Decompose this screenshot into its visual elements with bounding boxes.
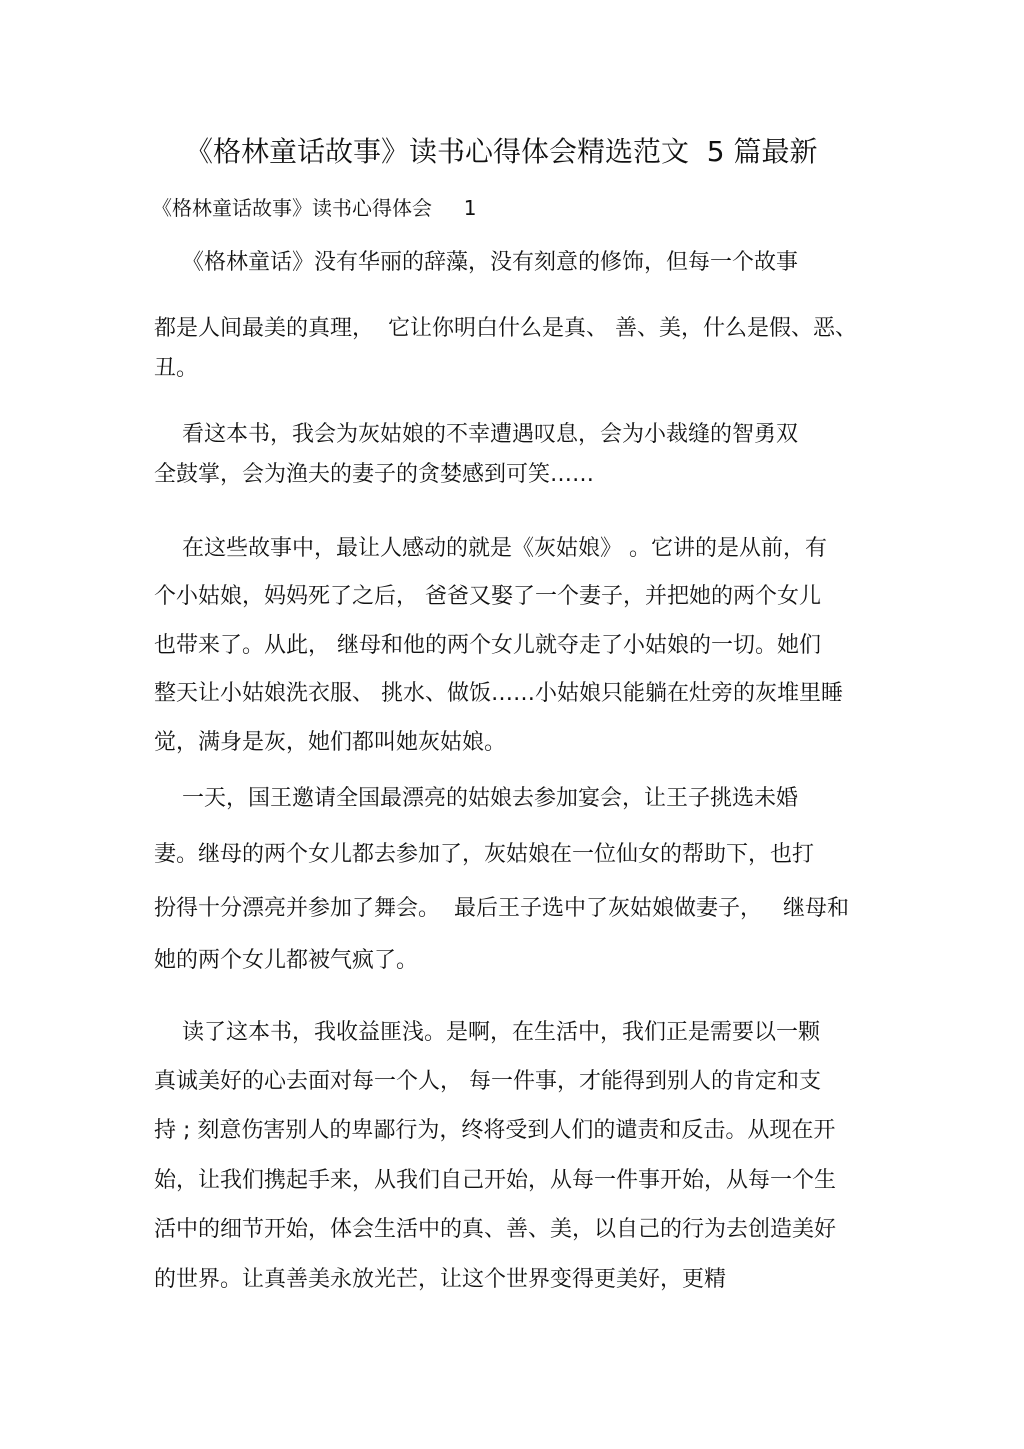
text-line: 觉，满身是灰，她们都叫她灰姑娘。: [154, 730, 507, 755]
text-line: 始，让我们携起手来，从我们自己开始，从每一件事开始，从每一个生: [154, 1168, 837, 1193]
text-line: 一天，国王邀请全国最漂亮的姑娘去参加宴会，让王子挑选未婚: [154, 786, 798, 811]
text-line: 持 ; 刻意伤害别人的卑鄙行为，终将受到人们的谴责和反击。从现在开: [154, 1118, 836, 1143]
text-line: 看这本书，我会为灰姑娘的不幸遭遇叹息，会为小裁缝的智勇双: [154, 422, 798, 447]
text-line: 都是人间最美的真理， 它让你明白什么是真、 善、美，什么是假、恶、: [154, 316, 857, 341]
text-line: 活中的细节开始，体会生活中的真、善、美，以自己的行为去创造美好: [154, 1217, 837, 1242]
text-line: 《格林童话》没有华丽的辞藻，没有刻意的修饰，但每一个故事: [154, 250, 798, 275]
document-title: 《格林童话故事》读书心得体会精选范文 5 篇最新: [185, 135, 818, 168]
text-line: 也带来了。从此， 继母和他的两个女儿就夺走了小姑娘的一切。她们: [154, 633, 821, 658]
text-line: 扮得十分漂亮并参加了舞会。 最后王子选中了灰姑娘做妻子， 继母和: [154, 896, 849, 921]
text-line: 全鼓掌，会为渔夫的妻子的贪婪感到可笑……: [154, 462, 595, 487]
text-line: 个小姑娘，妈妈死了之后， 爸爸又娶了一个妻子，并把她的两个女儿: [154, 584, 821, 609]
text-line: 在这些故事中，最让人感动的就是《灰姑娘》 。它讲的是从前，有: [154, 536, 827, 561]
text-line: 她的两个女儿都被气疯了。: [154, 948, 419, 973]
text-line: 丑。: [154, 356, 199, 381]
text-line: 妻。继母的两个女儿都去参加了，灰姑娘在一位仙女的帮助下，也打: [154, 842, 815, 867]
text-line: 读了这本书，我收益匪浅。是啊，在生活中，我们正是需要以一颗: [154, 1020, 820, 1045]
text-line: 整天让小姑娘洗衣服、 挑水、做饭……小姑娘只能躺在灶旁的灰堆里睡: [154, 681, 843, 706]
section-heading: 《格林童话故事》读书心得体会 1: [152, 196, 477, 220]
text-line: 的世界。让真善美永放光芒，让这个世界变得更美好，更精: [154, 1267, 727, 1292]
text-line: 真诚美好的心去面对每一个人， 每一件事，才能得到别人的肯定和支: [154, 1069, 821, 1094]
